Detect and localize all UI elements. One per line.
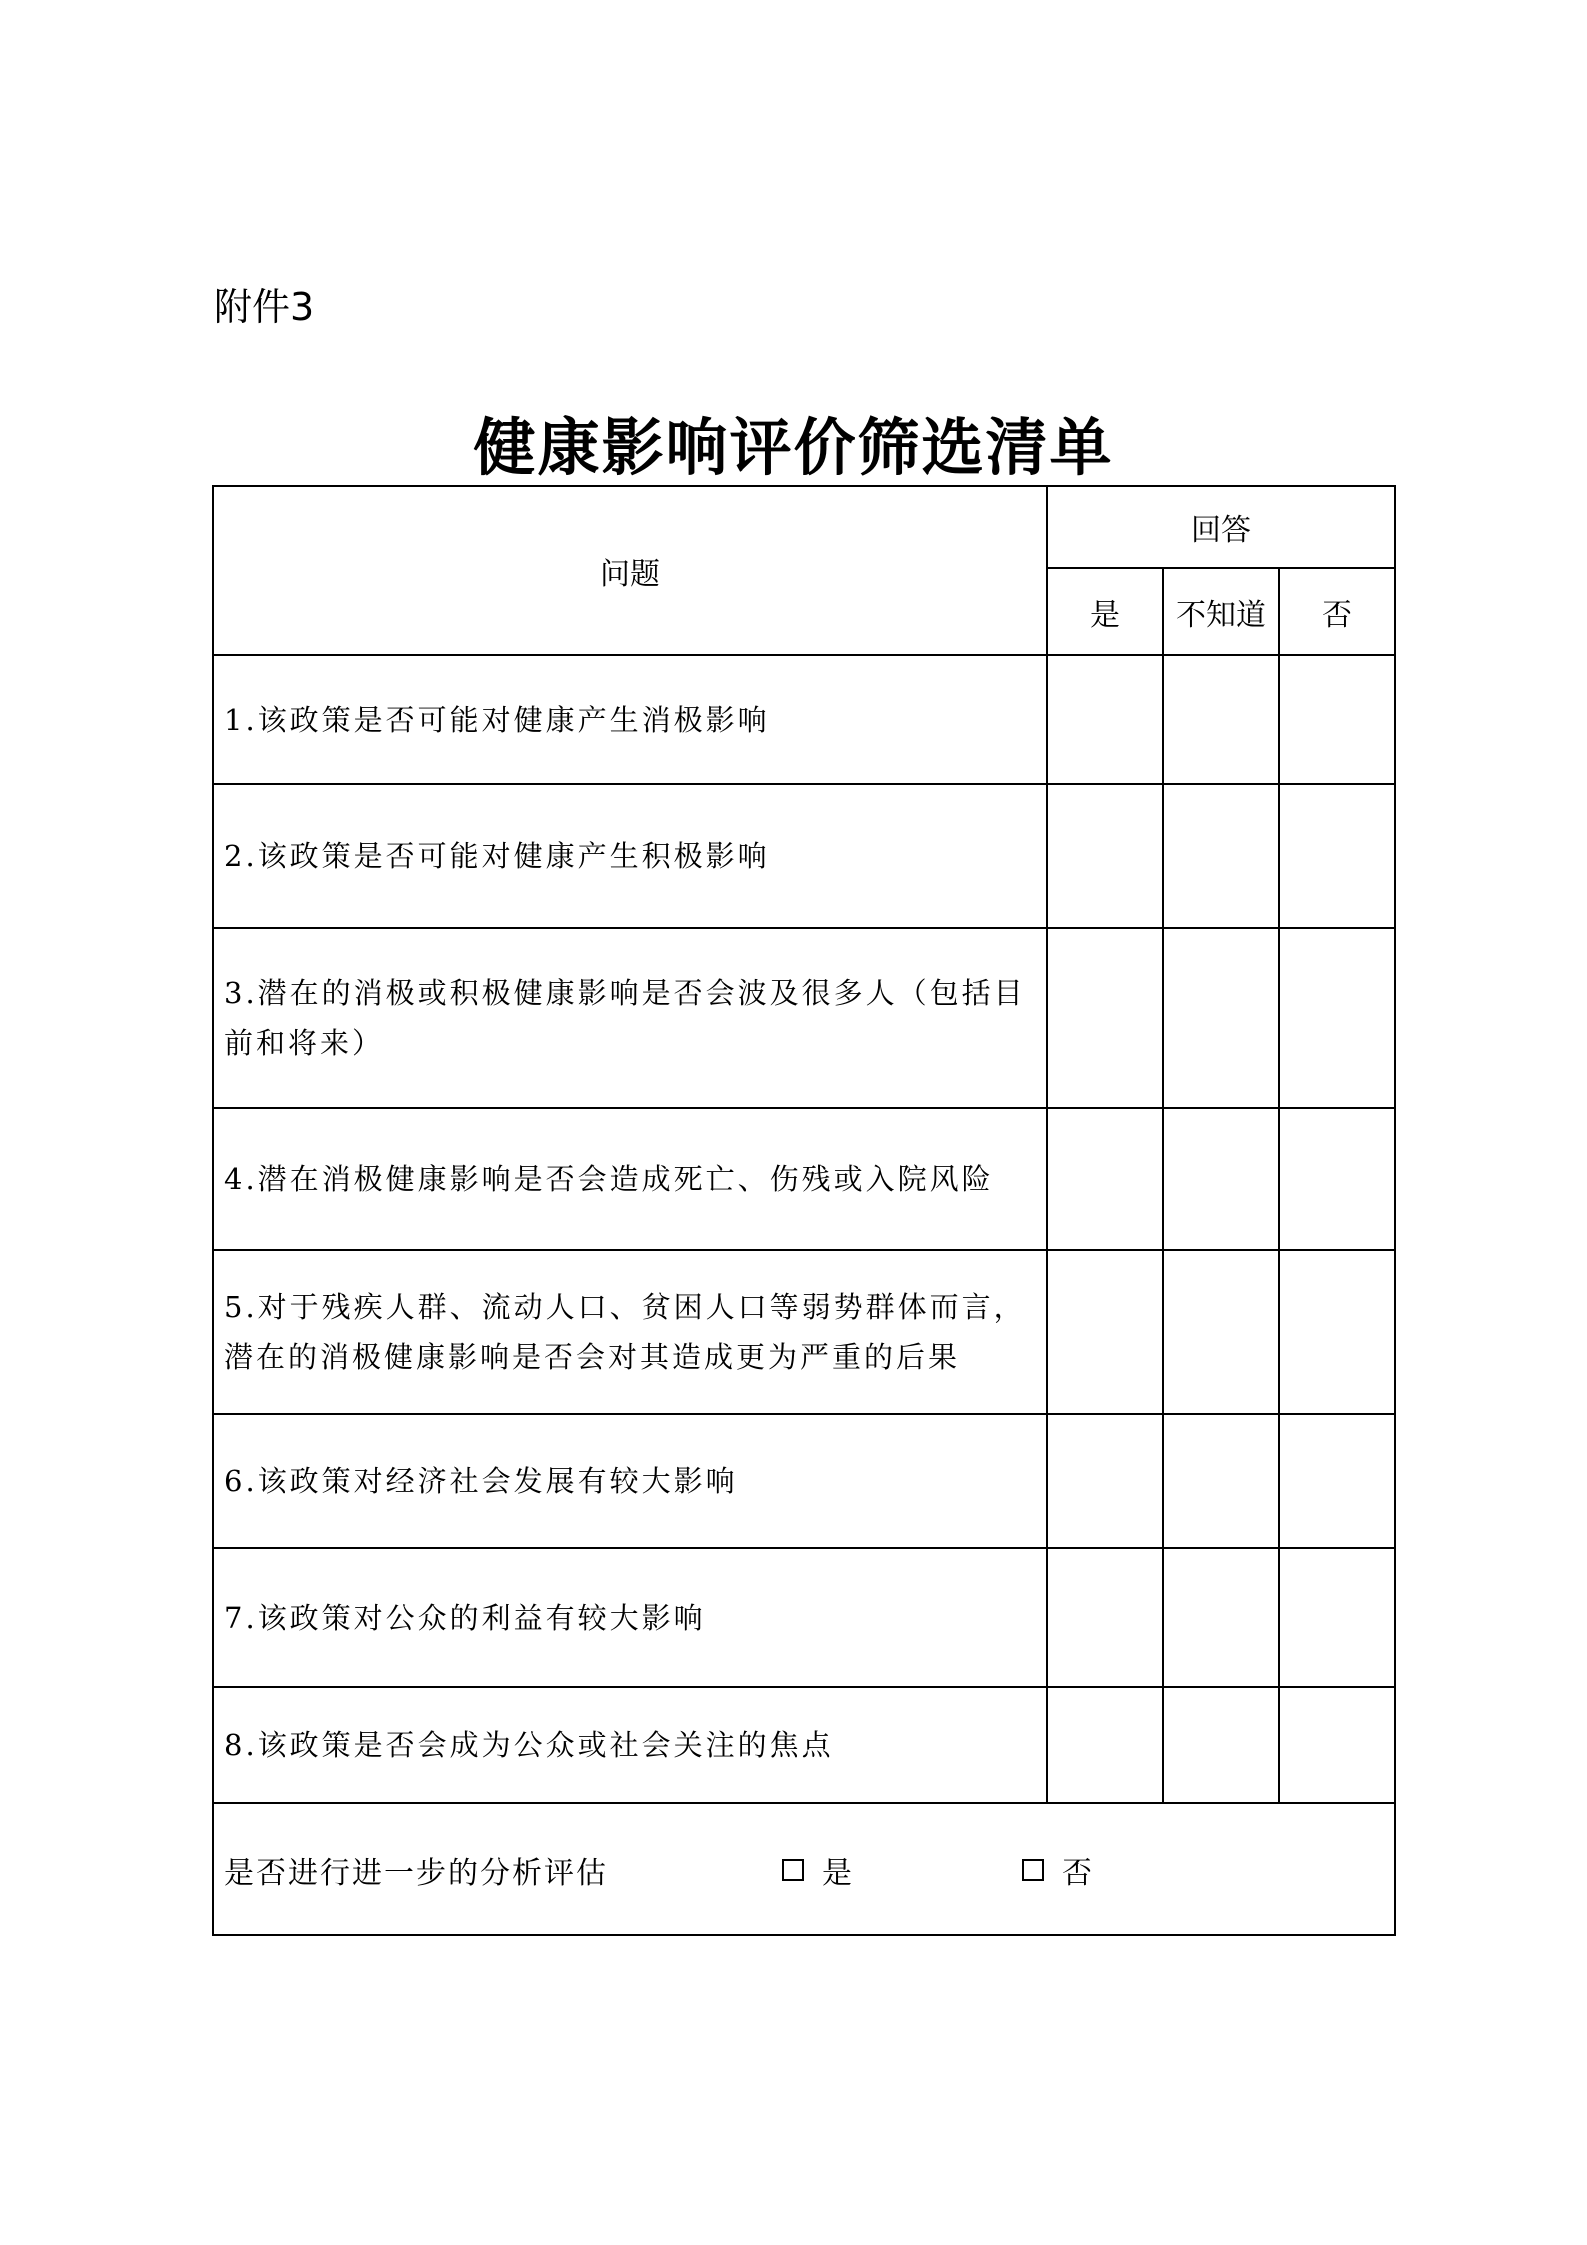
answer-no-cell[interactable]	[1279, 1548, 1395, 1687]
further-analysis-no-option[interactable]	[1022, 1848, 1094, 1892]
answer-yes-cell[interactable]	[1047, 784, 1163, 928]
answer-yes-cell[interactable]	[1047, 1548, 1163, 1687]
table-row	[213, 1687, 1395, 1803]
further-analysis-label: 是否进行进一步的分析评估	[224, 1856, 608, 1891]
answer-unknown-cell[interactable]	[1163, 1250, 1279, 1414]
question-text: 8.该政策是否会成为公众或社会关注的焦点	[213, 1687, 1047, 1803]
answer-no-cell[interactable]	[1279, 928, 1395, 1108]
table-row	[213, 928, 1395, 1108]
answer-unknown-cell[interactable]	[1163, 1108, 1279, 1250]
table-row	[213, 1250, 1395, 1414]
answer-unknown-cell[interactable]	[1163, 1548, 1279, 1687]
answer-yes-cell[interactable]	[1047, 1687, 1163, 1803]
question-text: 7.该政策对公众的利益有较大影响	[213, 1548, 1047, 1687]
answer-yes-cell[interactable]	[1047, 655, 1163, 784]
attachment-label: 附件3	[214, 285, 315, 329]
question-text: 4.潜在消极健康影响是否会造成死亡、伤残或入院风险	[213, 1108, 1047, 1250]
further-analysis-cell	[213, 1803, 1395, 1935]
answer-option-yes-header: 是	[1047, 568, 1163, 655]
table-row	[213, 655, 1395, 784]
answer-yes-cell[interactable]	[1047, 1108, 1163, 1250]
answer-no-cell[interactable]	[1279, 784, 1395, 928]
table-row	[213, 1414, 1395, 1548]
question-column-header: 问题	[213, 486, 1047, 655]
table-row	[213, 1548, 1395, 1687]
answer-unknown-cell[interactable]	[1163, 1414, 1279, 1548]
answer-unknown-cell[interactable]	[1163, 784, 1279, 928]
no-checkbox-label: 否	[1062, 1856, 1094, 1891]
answer-yes-cell[interactable]	[1047, 1250, 1163, 1414]
screening-table	[212, 485, 1396, 1936]
no-checkbox[interactable]	[1022, 1859, 1044, 1881]
table-row	[213, 784, 1395, 928]
answer-unknown-cell[interactable]	[1163, 655, 1279, 784]
answer-yes-cell[interactable]	[1047, 1414, 1163, 1548]
question-text: 6.该政策对经济社会发展有较大影响	[213, 1414, 1047, 1548]
answer-column-header: 回答	[1047, 486, 1395, 568]
answer-yes-cell[interactable]	[1047, 928, 1163, 1108]
yes-checkbox[interactable]	[782, 1859, 804, 1881]
answer-unknown-cell[interactable]	[1163, 1687, 1279, 1803]
question-text: 5.对于残疾人群、流动人口、贫困人口等弱势群体而言，潜在的消极健康影响是否会对其造成更为严重的后果	[213, 1250, 1047, 1414]
answer-no-cell[interactable]	[1279, 1108, 1395, 1250]
answer-no-cell[interactable]	[1279, 655, 1395, 784]
footer-row	[213, 1803, 1395, 1935]
answer-no-cell[interactable]	[1279, 1414, 1395, 1548]
further-analysis-yes-option[interactable]	[782, 1848, 854, 1892]
table-row	[213, 1108, 1395, 1250]
question-text: 3.潜在的消极或积极健康影响是否会波及很多人（包括目前和将来）	[213, 928, 1047, 1108]
question-text: 2.该政策是否可能对健康产生积极影响	[213, 784, 1047, 928]
answer-no-cell[interactable]	[1279, 1250, 1395, 1414]
yes-checkbox-label: 是	[822, 1856, 854, 1891]
question-text: 1.该政策是否可能对健康产生消极影响	[213, 655, 1047, 784]
answer-unknown-cell[interactable]	[1163, 928, 1279, 1108]
answer-option-unknown-header: 不知道	[1163, 568, 1279, 655]
answer-no-cell[interactable]	[1279, 1687, 1395, 1803]
answer-option-no-header: 否	[1279, 568, 1395, 655]
document-title: 健康影响评价筛选清单	[473, 411, 1114, 484]
